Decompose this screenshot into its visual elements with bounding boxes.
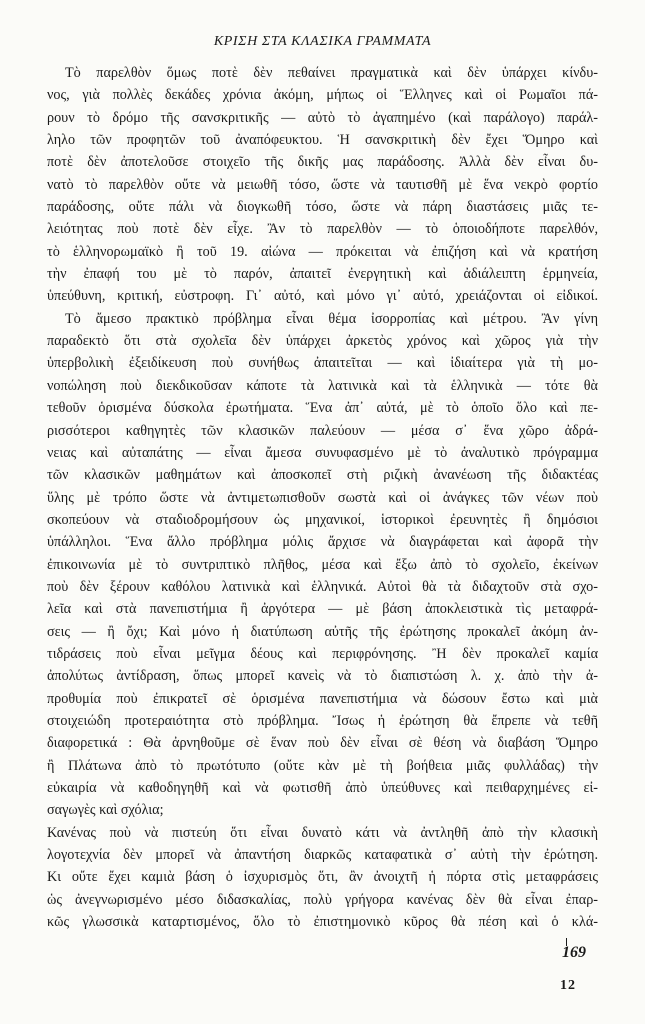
paragraph-line: ρισσότεροι καθηγητὲς τῶν κλασικῶν παλεύουν — μέσα σ᾽ ἕνα χῶρο ἀδρά- [47, 422, 598, 439]
paragraph-line: νος, γιὰ πολλὲς δεκάδες χρόνια ἀκόμη, μήπως οἱ Ἕλληνες καὶ οἱ Ρωμαῖοι πά- [47, 87, 598, 104]
paragraph-line: ποὺ δὲν ξέρουν καθόλου λατινικὰ καὶ ἑλληνικά. Αὐτοὶ θὰ τὰ διδαχτοῦν στὰ σχο- [47, 578, 598, 595]
paragraph-line: σκοπεύουν νὰ σταδιοδρομήσουν ὡς μηχανικοί, ἱστορικοὶ ἐρευνητὲς ἢ δημόσιοι [47, 511, 598, 528]
paragraph-line: νατὸ τὸ παρελθὸν οὔτε νὰ μειωθῆ τόσο, ὥστε νὰ ταυτισθῆ μὲ ἕνα νεκρὸ φορτίο [47, 176, 598, 193]
paragraph-line: ὑπεύθυνη, κριτική, εὐστροφη. Γι᾽ αὐτό, καὶ μόνο γι᾽ αὐτό, χρειάζονται οἱ εἰδικοί. [47, 288, 598, 305]
paragraph-line: ἀπολύτως ἀντίδραση, ὅπως μπορεῖ κανεὶς νὰ τὸ διαπιστώση λ. χ. ἀπὸ τὴν ἀ- [47, 668, 598, 685]
paragraph-line: στοιχειώδη προτεραιότητα στὸ πρόβλημα. Ἴσως ἡ ἐρώτηση θὰ ἔπρεπε νὰ τεθῆ [47, 712, 598, 729]
paragraph-line: σεις — ἢ ὄχι; Καὶ μόνο ἡ διατύπωση αὐτῆς τῆς ἐρώτησης προκαλεῖ ἀκόμη ἀν- [47, 623, 598, 640]
paragraph-line: κῶς γλωσσικὰ καταρτισμένος, ὅλο τὸ ἐπιστημονικὸ κῦρος θὰ πέση καὶ ὁ κλά- [47, 914, 598, 931]
paragraph-line: Κανένας ποὺ νὰ πιστεύη ὅτι εἶναι δυνατὸ κάτι νὰ ἀντληθῆ ἀπὸ τὴν κλασικὴ [47, 824, 598, 841]
paragraph-line: λεῖα καὶ στὰ πανεπιστήμια ἢ ἀργότερα — μὲ βάση ἀποκλειστικὰ τὶς μεταφρά- [47, 601, 598, 618]
paragraph-line: Τὸ ἄμεσο πρακτικὸ πρόβλημα εἶναι θέμα ἰσορροπίας καὶ μέτρου. Ἂν γίνη [65, 310, 598, 327]
paragraph-line: τεθοῦν ὁρισμένα δύσκολα ἐρωτήματα. Ἕνα ἀπ᾽ αὐτά, μὲ τὸ ὁποῖο ὅλο καὶ πε- [47, 400, 598, 417]
paragraph-line: λογοτεχνία δὲν μπορεῖ νὰ ἀπαντήση διαρκῶς καταφατικὰ σ᾽ αὐτὴ τὴν ἐρώτηση. [47, 847, 598, 864]
paragraph-line: ὕλης μὲ τρόπο ὥστε νὰ ἀντιμετωπισθοῦν σωστὰ καὶ οἱ ἀνάγκες τῶν νέων ποὺ [47, 489, 598, 506]
paragraph-line: παράδοσης, οὔτε πάλι νὰ διογκωθῆ τόσο, ὥστε νὰ πάρη διαστάσεις μιᾶς τε- [47, 199, 598, 216]
paragraph-line: τὴν ἐπαφή του μὲ τὸ παρόν, ἀπαιτεῖ ἐνεργητικὴ καὶ ἀδιάλειπτη ἑρμηνεία, [47, 266, 598, 283]
paragraph-line: ὑπάλληλοι. Ἕνα ἄλλο πρόβλημα μόλις ἄρχισε νὰ διαγράφεται καὶ ἀφορᾶ τὴν [47, 534, 598, 551]
running-title: ΚΡΙΣΗ ΣΤΑ ΚΛΑΣΙΚΑ ΓΡΑΜΜΑΤΑ [213, 34, 432, 49]
paragraph-line: Τὸ παρελθὸν ὅμως ποτὲ δὲν πεθαίνει πραγματικὰ καὶ δὲν ὑπάρχει κίνδυ- [65, 65, 598, 81]
paragraph-line: ρουν τὸ δρόμο τῆς σανσκριτικῆς — αὐτὸ τὸ ἀγαπημένο (καὶ παράλογο) παράλ- [47, 109, 598, 126]
body-text [47, 62, 598, 933]
paragraph-line: ληλο τῶν προφητῶν τοῦ ἀναπόφευκτου. Ἡ σανσκριτικὴ δὲν ἔχει Ὅμηρο καὶ [47, 132, 598, 149]
paragraph-line: τῶν κλασικῶν μαθημάτων καὶ ἀποσκοπεῖ στὴ ριζικὴ ἀνανέωση τῆς διδακτέας [47, 467, 598, 484]
paragraph-line: ὑπερβολικὴ ἐξειδίκευση ποὺ συνήθως ἀπαιτεῖται — καὶ ἰδιαίτερα γιὰ τὴ μο- [47, 355, 598, 372]
paragraph-line: διαφορετικά : Θὰ ἀρνηθοῦμε σὲ ἕναν ποὺ δὲν εἶναι σὲ θέση νὰ διαβάση Ὅμηρο [47, 735, 598, 752]
paragraph-line: Κι οὔτε ἔχει καμιὰ βάση ὁ ἰσχυρισμὸς ὅτι, ἂν ἀνοιχτῆ ἡ πόρτα στὶς μεταφράσεις [47, 869, 598, 886]
paragraph-line: σαγωγὲς καὶ σχόλια; [47, 802, 164, 819]
paragraph-line: τιδράσεις ποὺ εἶναι μεῖγμα δέους καὶ περιφρόνησης. Ἢ δὲν προκαλεῖ καμία [47, 645, 598, 662]
paragraph-line: ἐπικοινωνία μὲ τὸ συντριπτικὸ πλῆθος, μέσα καὶ ἔξω ἀπὸ τὸ σχολεῖο, ἐκείνων [47, 556, 598, 573]
paragraph-line: νοπώληση ποὺ διεκδικοῦσαν κάποτε τὰ λατινικὰ καὶ τὰ ἑλληνικὰ — τότε θὰ [47, 377, 598, 394]
paragraph-line: ποτὲ δὲν ἀποτελοῦσε στοιχεῖο τῆς δικῆς μας παράδοσης. Ἀλλὰ δὲν εἶναι δυ- [47, 154, 598, 171]
paragraph-line: λειότητας ποὺ ποτὲ δὲν εἶχε. Ἂν τὸ παρελθὸν — τὸ ὁποιοδήποτε παρελθόν, [47, 221, 598, 238]
paragraph-line: νειας καὶ αὐταπάτης — εἶναι ἄμεσα συνυφασμένο μὲ τὸ ἀναλυτικὸ πρόγραμμα [47, 444, 598, 461]
paragraph-line: παραδεκτὸ ὅτι στὰ σχολεῖα δὲν ὑπάρχει ἀρκετὸς χρόνος καὶ χῶρος γιὰ τὴν [47, 333, 598, 350]
paragraph-line: ὡς ἀνεγνωρισμένο μέσο διδασκαλίας, πολὺ γρήγορα κανένας δὲν θὰ εἶναι ἐπαρ- [47, 891, 598, 908]
page-number: 169 [562, 944, 586, 961]
paragraph-line: εὐκαιρία νὰ καθοδηγηθῆ καὶ νὰ φωτισθῆ ἀπὸ ὑπεύθυνες καὶ πειθαρχημένες εἰ- [47, 780, 598, 796]
printer-signature-mark: 12 [560, 978, 576, 993]
paragraph-line: ἢ Πλάτωνα ἀπὸ τὸ πρωτότυπο (οὔτε κὰν μὲ τὴ βοήθεια μιᾶς φυλλάδας) τὴν [47, 757, 598, 774]
paragraph-line: προθυμία ποὺ ἐπικρατεῖ σὲ ὁρισμένα πανεπιστήμια νὰ δώσουν ἔστω καὶ μιὰ [47, 690, 598, 707]
paragraph-line: τὸ ἑλληνορωμαϊκὸ ἢ τοῦ 19. αἰώνα — πρόκειται νὰ ἐπιζήση καὶ νὰ κρατήση [47, 243, 598, 260]
